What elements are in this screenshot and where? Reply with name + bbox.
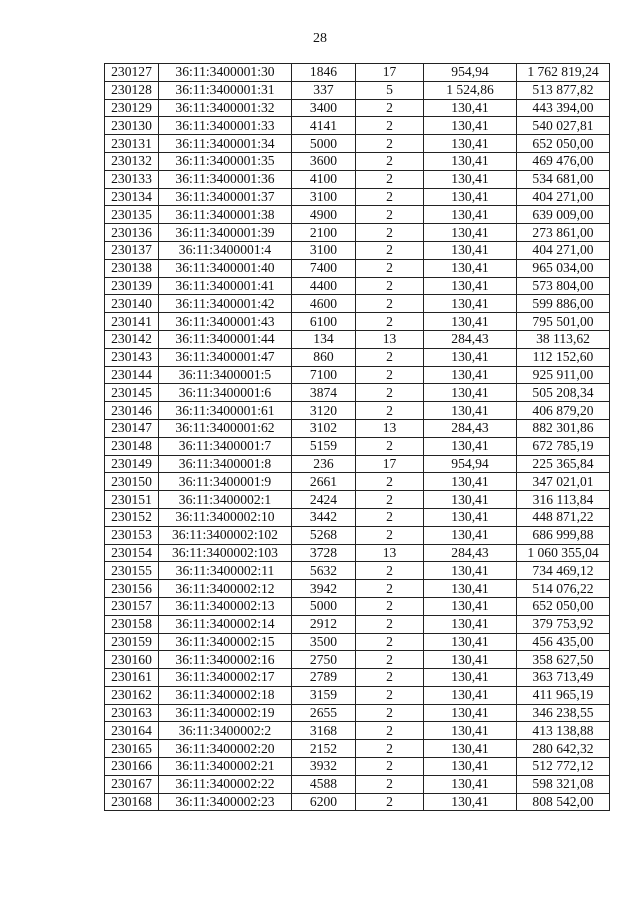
value-cell: 379 753,92 bbox=[517, 615, 610, 633]
category-cell: 2 bbox=[356, 384, 424, 402]
cadastral-number-cell: 36:11:3400002:12 bbox=[159, 580, 292, 598]
row-id-cell: 230149 bbox=[105, 455, 159, 473]
row-id-cell: 230127 bbox=[105, 64, 159, 82]
table-row bbox=[105, 117, 610, 135]
value-cell: 38 113,62 bbox=[517, 330, 610, 348]
cadastral-number-cell: 36:11:3400002:11 bbox=[159, 562, 292, 580]
table-row bbox=[105, 348, 610, 366]
rate-cell: 130,41 bbox=[424, 170, 517, 188]
rate-cell: 130,41 bbox=[424, 686, 517, 704]
rate-cell: 130,41 bbox=[424, 188, 517, 206]
area-cell: 7400 bbox=[292, 259, 356, 277]
row-id-cell: 230146 bbox=[105, 402, 159, 420]
table-body bbox=[105, 64, 610, 811]
row-id-cell: 230152 bbox=[105, 508, 159, 526]
category-cell: 2 bbox=[356, 402, 424, 420]
value-cell: 112 152,60 bbox=[517, 348, 610, 366]
row-id-cell: 230139 bbox=[105, 277, 159, 295]
cadastral-number-cell: 36:11:3400001:37 bbox=[159, 188, 292, 206]
rate-cell: 130,41 bbox=[424, 508, 517, 526]
value-cell: 734 469,12 bbox=[517, 562, 610, 580]
table-row bbox=[105, 740, 610, 758]
cadastral-number-cell: 36:11:3400001:38 bbox=[159, 206, 292, 224]
cadastral-number-cell: 36:11:3400001:30 bbox=[159, 64, 292, 82]
row-id-cell: 230154 bbox=[105, 544, 159, 562]
value-cell: 404 271,00 bbox=[517, 188, 610, 206]
category-cell: 2 bbox=[356, 135, 424, 153]
table-row bbox=[105, 366, 610, 384]
row-id-cell: 230150 bbox=[105, 473, 159, 491]
cadastral-number-cell: 36:11:3400001:5 bbox=[159, 366, 292, 384]
rate-cell: 130,41 bbox=[424, 206, 517, 224]
rate-cell: 130,41 bbox=[424, 384, 517, 402]
rate-cell: 954,94 bbox=[424, 64, 517, 82]
row-id-cell: 230129 bbox=[105, 99, 159, 117]
value-cell: 505 208,34 bbox=[517, 384, 610, 402]
rate-cell: 130,41 bbox=[424, 651, 517, 669]
area-cell: 4400 bbox=[292, 277, 356, 295]
value-cell: 573 804,00 bbox=[517, 277, 610, 295]
cadastral-number-cell: 36:11:3400001:61 bbox=[159, 402, 292, 420]
table-row bbox=[105, 419, 610, 437]
table-row bbox=[105, 135, 610, 153]
cadastral-number-cell: 36:11:3400002:15 bbox=[159, 633, 292, 651]
rate-cell: 130,41 bbox=[424, 313, 517, 331]
value-cell: 280 642,32 bbox=[517, 740, 610, 758]
rate-cell: 130,41 bbox=[424, 295, 517, 313]
table-row bbox=[105, 758, 610, 776]
table-row bbox=[105, 437, 610, 455]
cadastral-number-cell: 36:11:3400001:43 bbox=[159, 313, 292, 331]
category-cell: 2 bbox=[356, 152, 424, 170]
category-cell: 2 bbox=[356, 295, 424, 313]
area-cell: 4600 bbox=[292, 295, 356, 313]
area-cell: 2750 bbox=[292, 651, 356, 669]
area-cell: 2152 bbox=[292, 740, 356, 758]
rate-cell: 130,41 bbox=[424, 758, 517, 776]
category-cell: 17 bbox=[356, 455, 424, 473]
area-cell: 3102 bbox=[292, 419, 356, 437]
row-id-cell: 230134 bbox=[105, 188, 159, 206]
cadastral-number-cell: 36:11:3400001:40 bbox=[159, 259, 292, 277]
cadastral-number-cell: 36:11:3400002:2 bbox=[159, 722, 292, 740]
value-cell: 411 965,19 bbox=[517, 686, 610, 704]
category-cell: 2 bbox=[356, 740, 424, 758]
cadastral-number-cell: 36:11:3400002:14 bbox=[159, 615, 292, 633]
value-cell: 652 050,00 bbox=[517, 135, 610, 153]
cadastral-number-cell: 36:11:3400001:41 bbox=[159, 277, 292, 295]
table-row bbox=[105, 686, 610, 704]
cadastral-number-cell: 36:11:3400002:17 bbox=[159, 669, 292, 687]
area-cell: 2424 bbox=[292, 491, 356, 509]
value-cell: 413 138,88 bbox=[517, 722, 610, 740]
value-cell: 512 772,12 bbox=[517, 758, 610, 776]
area-cell: 4100 bbox=[292, 170, 356, 188]
table-row bbox=[105, 384, 610, 402]
cadastral-number-cell: 36:11:3400002:10 bbox=[159, 508, 292, 526]
table-row bbox=[105, 170, 610, 188]
table-row bbox=[105, 580, 610, 598]
area-cell: 4141 bbox=[292, 117, 356, 135]
category-cell: 2 bbox=[356, 597, 424, 615]
table-row bbox=[105, 330, 610, 348]
rate-cell: 130,41 bbox=[424, 224, 517, 242]
table-row bbox=[105, 544, 610, 562]
row-id-cell: 230159 bbox=[105, 633, 159, 651]
rate-cell: 130,41 bbox=[424, 402, 517, 420]
area-cell: 4588 bbox=[292, 775, 356, 793]
area-cell: 1846 bbox=[292, 64, 356, 82]
rate-cell: 130,41 bbox=[424, 669, 517, 687]
cadastral-number-cell: 36:11:3400002:1 bbox=[159, 491, 292, 509]
row-id-cell: 230157 bbox=[105, 597, 159, 615]
category-cell: 17 bbox=[356, 64, 424, 82]
cadastral-number-cell: 36:11:3400002:16 bbox=[159, 651, 292, 669]
rate-cell: 130,41 bbox=[424, 526, 517, 544]
cadastral-number-cell: 36:11:3400001:34 bbox=[159, 135, 292, 153]
row-id-cell: 230140 bbox=[105, 295, 159, 313]
rate-cell: 284,43 bbox=[424, 330, 517, 348]
table-row bbox=[105, 562, 610, 580]
area-cell: 2912 bbox=[292, 615, 356, 633]
value-cell: 514 076,22 bbox=[517, 580, 610, 598]
rate-cell: 130,41 bbox=[424, 562, 517, 580]
value-cell: 808 542,00 bbox=[517, 793, 610, 811]
category-cell: 2 bbox=[356, 651, 424, 669]
table-row bbox=[105, 491, 610, 509]
rate-cell: 130,41 bbox=[424, 241, 517, 259]
category-cell: 2 bbox=[356, 313, 424, 331]
value-cell: 469 476,00 bbox=[517, 152, 610, 170]
category-cell: 2 bbox=[356, 615, 424, 633]
table-row bbox=[105, 277, 610, 295]
table-row bbox=[105, 81, 610, 99]
row-id-cell: 230142 bbox=[105, 330, 159, 348]
cadastral-number-cell: 36:11:3400001:8 bbox=[159, 455, 292, 473]
table-row bbox=[105, 704, 610, 722]
table-row bbox=[105, 615, 610, 633]
parcel-table bbox=[104, 63, 610, 811]
row-id-cell: 230156 bbox=[105, 580, 159, 598]
category-cell: 2 bbox=[356, 526, 424, 544]
row-id-cell: 230147 bbox=[105, 419, 159, 437]
value-cell: 363 713,49 bbox=[517, 669, 610, 687]
category-cell: 2 bbox=[356, 722, 424, 740]
category-cell: 2 bbox=[356, 758, 424, 776]
cadastral-number-cell: 36:11:3400002:19 bbox=[159, 704, 292, 722]
row-id-cell: 230168 bbox=[105, 793, 159, 811]
value-cell: 882 301,86 bbox=[517, 419, 610, 437]
table-row bbox=[105, 508, 610, 526]
category-cell: 2 bbox=[356, 633, 424, 651]
table-row bbox=[105, 206, 610, 224]
cadastral-number-cell: 36:11:3400001:44 bbox=[159, 330, 292, 348]
area-cell: 5268 bbox=[292, 526, 356, 544]
row-id-cell: 230167 bbox=[105, 775, 159, 793]
rate-cell: 130,41 bbox=[424, 722, 517, 740]
row-id-cell: 230155 bbox=[105, 562, 159, 580]
rate-cell: 1 524,86 bbox=[424, 81, 517, 99]
cadastral-number-cell: 36:11:3400001:35 bbox=[159, 152, 292, 170]
category-cell: 2 bbox=[356, 775, 424, 793]
table-row bbox=[105, 597, 610, 615]
cadastral-number-cell: 36:11:3400001:39 bbox=[159, 224, 292, 242]
value-cell: 225 365,84 bbox=[517, 455, 610, 473]
value-cell: 456 435,00 bbox=[517, 633, 610, 651]
cadastral-number-cell: 36:11:3400002:18 bbox=[159, 686, 292, 704]
value-cell: 316 113,84 bbox=[517, 491, 610, 509]
area-cell: 6100 bbox=[292, 313, 356, 331]
value-cell: 599 886,00 bbox=[517, 295, 610, 313]
value-cell: 652 050,00 bbox=[517, 597, 610, 615]
area-cell: 7100 bbox=[292, 366, 356, 384]
category-cell: 2 bbox=[356, 259, 424, 277]
rate-cell: 130,41 bbox=[424, 740, 517, 758]
value-cell: 513 877,82 bbox=[517, 81, 610, 99]
category-cell: 13 bbox=[356, 330, 424, 348]
row-id-cell: 230137 bbox=[105, 241, 159, 259]
area-cell: 2100 bbox=[292, 224, 356, 242]
row-id-cell: 230132 bbox=[105, 152, 159, 170]
rate-cell: 130,41 bbox=[424, 277, 517, 295]
rate-cell: 130,41 bbox=[424, 117, 517, 135]
row-id-cell: 230131 bbox=[105, 135, 159, 153]
rate-cell: 130,41 bbox=[424, 491, 517, 509]
category-cell: 2 bbox=[356, 117, 424, 135]
rate-cell: 954,94 bbox=[424, 455, 517, 473]
rate-cell: 284,43 bbox=[424, 419, 517, 437]
cadastral-number-cell: 36:11:3400002:20 bbox=[159, 740, 292, 758]
category-cell: 2 bbox=[356, 562, 424, 580]
category-cell: 13 bbox=[356, 419, 424, 437]
table-row bbox=[105, 402, 610, 420]
area-cell: 236 bbox=[292, 455, 356, 473]
rate-cell: 130,41 bbox=[424, 152, 517, 170]
category-cell: 2 bbox=[356, 508, 424, 526]
row-id-cell: 230151 bbox=[105, 491, 159, 509]
rate-cell: 130,41 bbox=[424, 437, 517, 455]
rate-cell: 130,41 bbox=[424, 259, 517, 277]
table-row bbox=[105, 241, 610, 259]
area-cell: 4900 bbox=[292, 206, 356, 224]
area-cell: 3159 bbox=[292, 686, 356, 704]
rate-cell: 130,41 bbox=[424, 704, 517, 722]
category-cell: 2 bbox=[356, 491, 424, 509]
table-row bbox=[105, 473, 610, 491]
area-cell: 2789 bbox=[292, 669, 356, 687]
cadastral-number-cell: 36:11:3400002:103 bbox=[159, 544, 292, 562]
rate-cell: 130,41 bbox=[424, 775, 517, 793]
area-cell: 6200 bbox=[292, 793, 356, 811]
cadastral-number-cell: 36:11:3400001:42 bbox=[159, 295, 292, 313]
row-id-cell: 230166 bbox=[105, 758, 159, 776]
category-cell: 2 bbox=[356, 704, 424, 722]
category-cell: 2 bbox=[356, 686, 424, 704]
area-cell: 3400 bbox=[292, 99, 356, 117]
value-cell: 540 027,81 bbox=[517, 117, 610, 135]
area-cell: 3942 bbox=[292, 580, 356, 598]
rate-cell: 130,41 bbox=[424, 135, 517, 153]
rate-cell: 130,41 bbox=[424, 348, 517, 366]
cadastral-number-cell: 36:11:3400002:23 bbox=[159, 793, 292, 811]
value-cell: 534 681,00 bbox=[517, 170, 610, 188]
table-row bbox=[105, 188, 610, 206]
rate-cell: 130,41 bbox=[424, 366, 517, 384]
row-id-cell: 230153 bbox=[105, 526, 159, 544]
value-cell: 1 762 819,24 bbox=[517, 64, 610, 82]
area-cell: 134 bbox=[292, 330, 356, 348]
category-cell: 5 bbox=[356, 81, 424, 99]
category-cell: 2 bbox=[356, 473, 424, 491]
rate-cell: 130,41 bbox=[424, 793, 517, 811]
value-cell: 639 009,00 bbox=[517, 206, 610, 224]
table-row bbox=[105, 669, 610, 687]
rate-cell: 130,41 bbox=[424, 597, 517, 615]
area-cell: 3100 bbox=[292, 188, 356, 206]
table-row bbox=[105, 152, 610, 170]
row-id-cell: 230136 bbox=[105, 224, 159, 242]
category-cell: 2 bbox=[356, 170, 424, 188]
page-number: 28 bbox=[313, 31, 327, 46]
cadastral-number-cell: 36:11:3400001:6 bbox=[159, 384, 292, 402]
area-cell: 3120 bbox=[292, 402, 356, 420]
area-cell: 5000 bbox=[292, 597, 356, 615]
category-cell: 2 bbox=[356, 188, 424, 206]
area-cell: 3100 bbox=[292, 241, 356, 259]
category-cell: 2 bbox=[356, 224, 424, 242]
row-id-cell: 230148 bbox=[105, 437, 159, 455]
table-row bbox=[105, 64, 610, 82]
value-cell: 965 034,00 bbox=[517, 259, 610, 277]
value-cell: 686 999,88 bbox=[517, 526, 610, 544]
row-id-cell: 230144 bbox=[105, 366, 159, 384]
rate-cell: 130,41 bbox=[424, 633, 517, 651]
area-cell: 5632 bbox=[292, 562, 356, 580]
row-id-cell: 230145 bbox=[105, 384, 159, 402]
row-id-cell: 230135 bbox=[105, 206, 159, 224]
category-cell: 2 bbox=[356, 277, 424, 295]
value-cell: 406 879,20 bbox=[517, 402, 610, 420]
area-cell: 3442 bbox=[292, 508, 356, 526]
row-id-cell: 230130 bbox=[105, 117, 159, 135]
value-cell: 448 871,22 bbox=[517, 508, 610, 526]
area-cell: 5000 bbox=[292, 135, 356, 153]
table-row bbox=[105, 259, 610, 277]
row-id-cell: 230165 bbox=[105, 740, 159, 758]
row-id-cell: 230162 bbox=[105, 686, 159, 704]
cadastral-number-cell: 36:11:3400002:22 bbox=[159, 775, 292, 793]
table-row bbox=[105, 526, 610, 544]
category-cell: 2 bbox=[356, 669, 424, 687]
category-cell: 2 bbox=[356, 348, 424, 366]
area-cell: 2661 bbox=[292, 473, 356, 491]
value-cell: 672 785,19 bbox=[517, 437, 610, 455]
value-cell: 598 321,08 bbox=[517, 775, 610, 793]
value-cell: 1 060 355,04 bbox=[517, 544, 610, 562]
rate-cell: 130,41 bbox=[424, 580, 517, 598]
row-id-cell: 230138 bbox=[105, 259, 159, 277]
category-cell: 2 bbox=[356, 437, 424, 455]
cadastral-number-cell: 36:11:3400001:9 bbox=[159, 473, 292, 491]
category-cell: 2 bbox=[356, 580, 424, 598]
table-row bbox=[105, 313, 610, 331]
area-cell: 5159 bbox=[292, 437, 356, 455]
table-row bbox=[105, 651, 610, 669]
value-cell: 273 861,00 bbox=[517, 224, 610, 242]
area-cell: 3500 bbox=[292, 633, 356, 651]
area-cell: 3168 bbox=[292, 722, 356, 740]
value-cell: 346 238,55 bbox=[517, 704, 610, 722]
table-row bbox=[105, 793, 610, 811]
cadastral-number-cell: 36:11:3400001:36 bbox=[159, 170, 292, 188]
value-cell: 347 021,01 bbox=[517, 473, 610, 491]
cadastral-number-cell: 36:11:3400001:4 bbox=[159, 241, 292, 259]
area-cell: 3600 bbox=[292, 152, 356, 170]
area-cell: 2655 bbox=[292, 704, 356, 722]
row-id-cell: 230163 bbox=[105, 704, 159, 722]
table-row bbox=[105, 722, 610, 740]
cadastral-number-cell: 36:11:3400001:47 bbox=[159, 348, 292, 366]
value-cell: 925 911,00 bbox=[517, 366, 610, 384]
category-cell: 2 bbox=[356, 206, 424, 224]
category-cell: 2 bbox=[356, 99, 424, 117]
cadastral-number-cell: 36:11:3400002:21 bbox=[159, 758, 292, 776]
table-row bbox=[105, 99, 610, 117]
area-cell: 3932 bbox=[292, 758, 356, 776]
cadastral-number-cell: 36:11:3400001:31 bbox=[159, 81, 292, 99]
category-cell: 2 bbox=[356, 793, 424, 811]
rate-cell: 284,43 bbox=[424, 544, 517, 562]
area-cell: 860 bbox=[292, 348, 356, 366]
rate-cell: 130,41 bbox=[424, 615, 517, 633]
row-id-cell: 230158 bbox=[105, 615, 159, 633]
table-row bbox=[105, 295, 610, 313]
category-cell: 13 bbox=[356, 544, 424, 562]
row-id-cell: 230141 bbox=[105, 313, 159, 331]
rate-cell: 130,41 bbox=[424, 99, 517, 117]
cadastral-number-cell: 36:11:3400001:7 bbox=[159, 437, 292, 455]
row-id-cell: 230161 bbox=[105, 669, 159, 687]
row-id-cell: 230143 bbox=[105, 348, 159, 366]
table-row bbox=[105, 455, 610, 473]
area-cell: 337 bbox=[292, 81, 356, 99]
row-id-cell: 230128 bbox=[105, 81, 159, 99]
category-cell: 2 bbox=[356, 241, 424, 259]
table-row bbox=[105, 224, 610, 242]
cadastral-number-cell: 36:11:3400001:33 bbox=[159, 117, 292, 135]
value-cell: 443 394,00 bbox=[517, 99, 610, 117]
category-cell: 2 bbox=[356, 366, 424, 384]
cadastral-number-cell: 36:11:3400001:32 bbox=[159, 99, 292, 117]
area-cell: 3874 bbox=[292, 384, 356, 402]
rate-cell: 130,41 bbox=[424, 473, 517, 491]
row-id-cell: 230160 bbox=[105, 651, 159, 669]
value-cell: 795 501,00 bbox=[517, 313, 610, 331]
value-cell: 404 271,00 bbox=[517, 241, 610, 259]
table-row bbox=[105, 775, 610, 793]
cadastral-number-cell: 36:11:3400002:13 bbox=[159, 597, 292, 615]
area-cell: 3728 bbox=[292, 544, 356, 562]
cadastral-number-cell: 36:11:3400001:62 bbox=[159, 419, 292, 437]
row-id-cell: 230133 bbox=[105, 170, 159, 188]
cadastral-number-cell: 36:11:3400002:102 bbox=[159, 526, 292, 544]
row-id-cell: 230164 bbox=[105, 722, 159, 740]
table-row bbox=[105, 633, 610, 651]
value-cell: 358 627,50 bbox=[517, 651, 610, 669]
